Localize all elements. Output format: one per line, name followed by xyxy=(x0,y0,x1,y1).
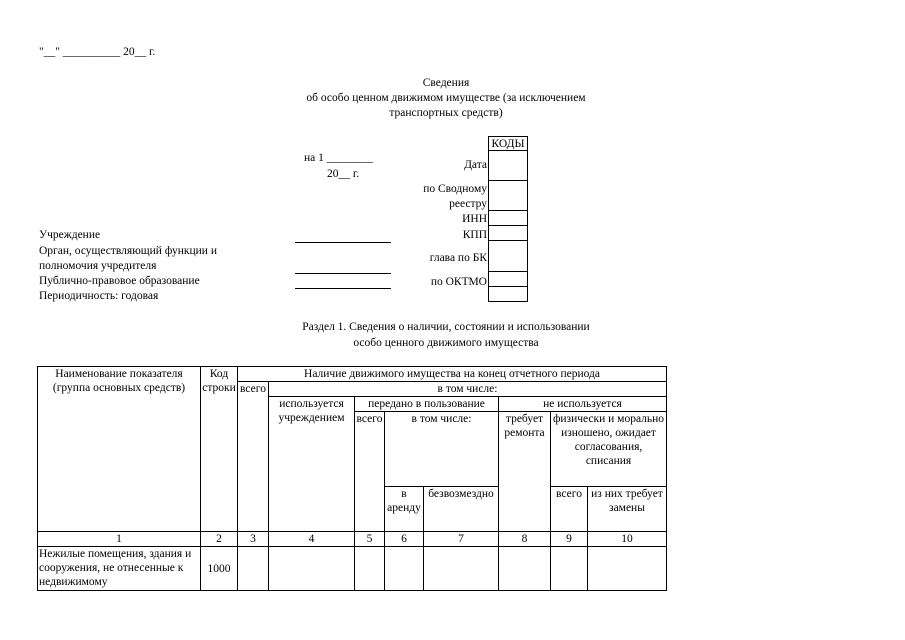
form-title-line-2: об особо ценном движимом имуществе (за исключением xyxy=(306,92,586,104)
header-worn: физически и морально изношено, ожидает согласования, списания xyxy=(551,412,667,487)
header-total: всего xyxy=(238,382,269,532)
label-institution: Учреждение xyxy=(39,229,101,241)
col-number: 5 xyxy=(355,532,385,547)
code-cell-kpp[interactable] xyxy=(488,226,528,241)
codes-header: КОДЫ xyxy=(488,136,528,151)
code-label-kpp: КПП xyxy=(462,229,487,241)
header-presence: Наличие движимого имущества на конец отчетного периода xyxy=(238,367,667,382)
value-cell[interactable] xyxy=(238,547,269,591)
header-transferred-total: всего xyxy=(355,412,385,532)
code-cell-bk[interactable] xyxy=(488,241,528,272)
header-name: Наименование показателя (группа основных средств) xyxy=(38,367,201,532)
code-label-bk: глава по БК xyxy=(429,252,487,264)
header-incl: в том числе: xyxy=(269,382,667,397)
code-label-registry-2: реестру xyxy=(449,198,487,210)
col-number: 4 xyxy=(269,532,355,547)
value-cell[interactable] xyxy=(424,547,499,591)
as-of-date-line-2: 20__ г. xyxy=(327,168,360,180)
col-number: 3 xyxy=(238,532,269,547)
value-cell[interactable] xyxy=(499,547,551,591)
section-title-line-1: Раздел 1. Сведения о наличии, состоянии и использовании xyxy=(302,321,590,333)
header-worn-total: всего xyxy=(551,487,588,532)
as-of-date-line-1: на 1 ________ xyxy=(304,152,373,164)
label-public-entity: Публично-правовое образование xyxy=(39,275,200,287)
header-code: Код строки xyxy=(201,367,238,532)
header-needs-repair: требует ремонта xyxy=(499,412,551,532)
property-table xyxy=(37,366,667,591)
col-number: 9 xyxy=(551,532,588,547)
code-cell-extra[interactable] xyxy=(488,287,528,302)
value-cell[interactable] xyxy=(355,547,385,591)
header-free: безвозмездно xyxy=(424,487,499,532)
form-title-line-3: транспортных средств) xyxy=(389,107,503,119)
value-cell[interactable] xyxy=(551,547,588,591)
code-cell-oktmo[interactable] xyxy=(488,272,528,287)
code-label-inn: ИНН xyxy=(462,213,487,225)
code-label-registry-1: по Сводному xyxy=(423,183,487,195)
table-row xyxy=(38,547,667,591)
col-number: 7 xyxy=(424,532,499,547)
label-organ-2: полномочия учредителя xyxy=(39,260,157,272)
value-cell[interactable] xyxy=(385,547,424,591)
header-not-used: не используется xyxy=(499,397,667,412)
col-number: 10 xyxy=(588,532,667,547)
code-label-date: Дата xyxy=(464,159,487,171)
section-title-line-2: особо ценного движимого имущества xyxy=(353,337,539,349)
header-lease: в аренду xyxy=(385,487,424,532)
row-name: Нежилые помещения, здания и сооружения, не отнесенные к недвижимому xyxy=(38,547,201,591)
institution-field[interactable] xyxy=(295,242,391,243)
report-date-line: "__" __________ 20__ г. xyxy=(39,46,156,58)
header-worn-replace: из них требует замены xyxy=(588,487,667,532)
col-number: 2 xyxy=(201,532,238,547)
public-entity-field[interactable] xyxy=(295,288,391,289)
code-cell-date[interactable] xyxy=(488,151,528,181)
organ-field[interactable] xyxy=(295,273,391,274)
col-number: 8 xyxy=(499,532,551,547)
form-title-line-1: Сведения xyxy=(422,77,470,89)
code-cell-registry[interactable] xyxy=(488,181,528,211)
header-used: используется учреждением xyxy=(269,397,355,532)
value-cell[interactable] xyxy=(269,547,355,591)
code-label-oktmo: по ОКТМО xyxy=(430,276,487,288)
header-transferred: передано в пользование xyxy=(355,397,499,412)
col-number: 6 xyxy=(385,532,424,547)
value-cell[interactable] xyxy=(588,547,667,591)
col-number: 1 xyxy=(38,532,201,547)
row-code: 1000 xyxy=(201,547,238,591)
code-cell-inn[interactable] xyxy=(488,211,528,226)
header-transferred-incl: в том числе: xyxy=(385,412,499,487)
label-periodicity: Периодичность: годовая xyxy=(39,290,159,302)
label-organ-1: Орган, осуществляющий функции и xyxy=(39,245,217,257)
codes-box xyxy=(488,136,528,302)
